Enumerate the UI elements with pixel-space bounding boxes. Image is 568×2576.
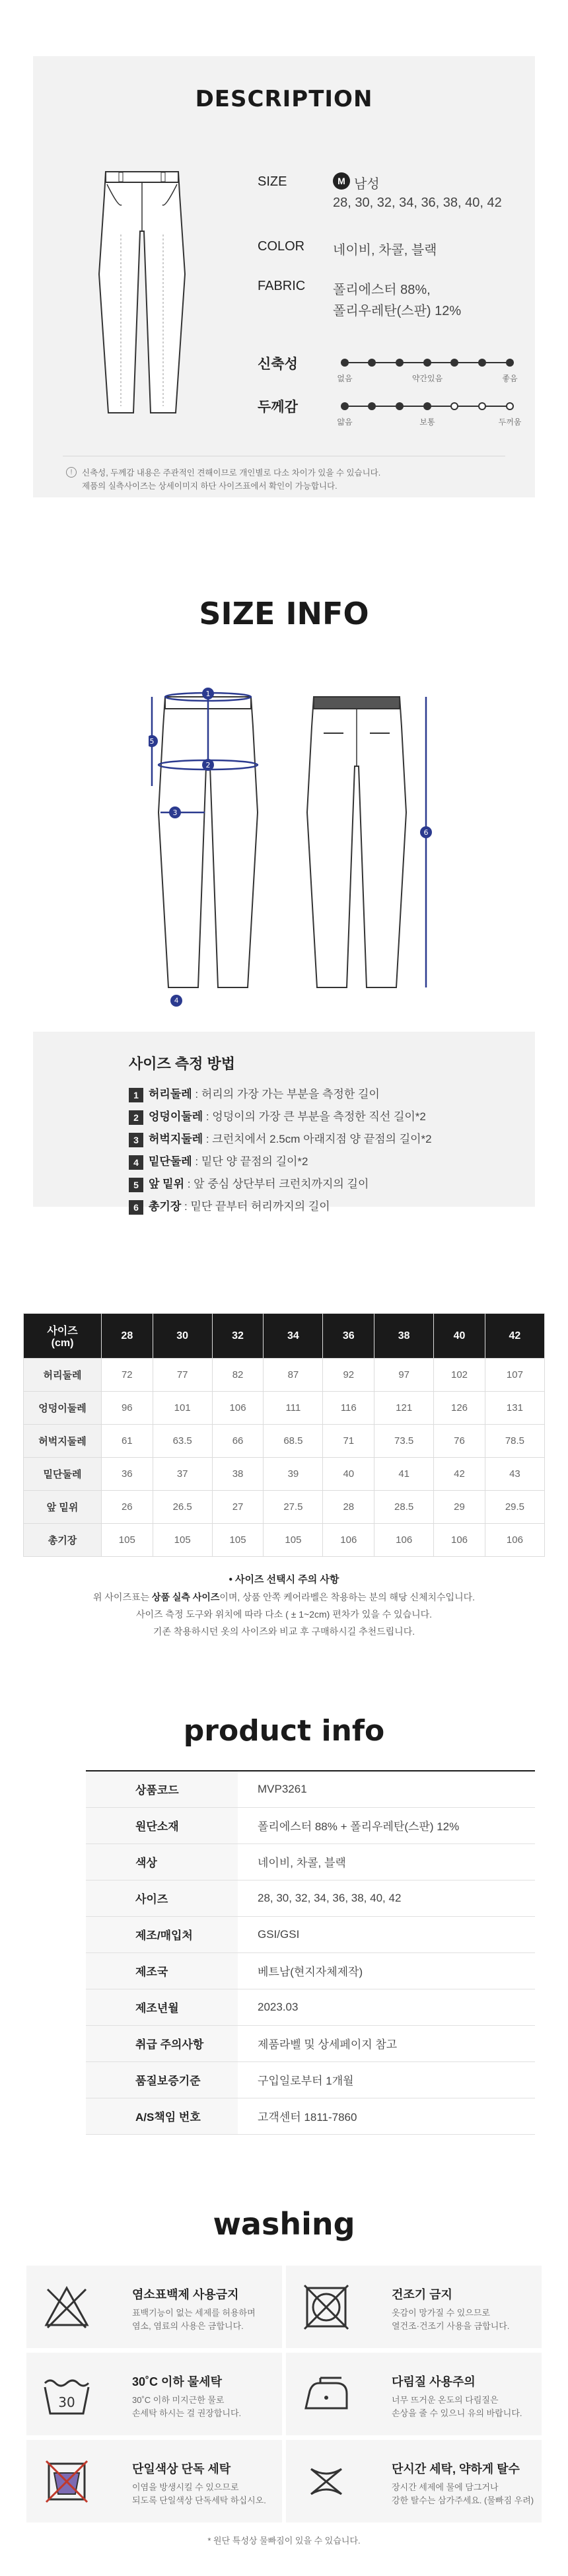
stretch-dot — [341, 359, 349, 367]
table-row: 제조국 베트남(현지자체제작) — [86, 1952, 535, 1989]
stretch-dot — [450, 359, 458, 367]
separate-wash-icon — [41, 2456, 92, 2507]
fabric-label: FABRIC — [258, 279, 306, 293]
product-info-table — [86, 1770, 535, 2135]
thickness-dot — [396, 402, 404, 410]
table-row: 허리둘레 72 77 82 87 92 97 102 107 — [24, 1359, 545, 1392]
size-col: 30 — [153, 1314, 212, 1359]
table-row: 품질보증기준 구입일로부터 1개월 — [86, 2061, 535, 2098]
notice-line1: 위 사이즈표는 상품 실측 사이즈이며, 상품 안쪽 케어라벨은 착용하는 분의 해당 신체치수입니다. — [92, 1592, 476, 1602]
info-icon: ! — [66, 467, 77, 478]
color-label: COLOR — [258, 239, 305, 254]
notice-line2: 사이즈 측정 도구와 위치에 따라 다소 ( ± 1~2cm) 편차가 있을 수 있습니다. — [135, 1609, 433, 1620]
stretch-scale-low: 없음 — [337, 374, 353, 383]
size-col: 34 — [264, 1314, 323, 1359]
method-row: 4 밑단둘레 : 밑단 양 끝점의 길이*2 — [129, 1152, 308, 1170]
wash-item — [286, 2353, 542, 2435]
svg-text:2: 2 — [205, 761, 211, 769]
notice-title: • 사이즈 선택시 주의 사항 — [229, 1574, 339, 1585]
table-row: A/S책임 번호 고객센터 1811-7860 — [86, 2098, 535, 2134]
stretch-dot — [478, 359, 486, 367]
method-row: 6 총기장 : 밑단 끝부터 허리까지의 길이 — [129, 1197, 330, 1215]
size-diagram-back — [304, 680, 436, 997]
table-row: 엉덩이둘레 96 101 106 111 116 121 126 131 — [24, 1392, 545, 1425]
wash-title: 단시간 세탁, 약하게 탈수 — [392, 2462, 520, 2476]
stretch-dot — [396, 359, 404, 367]
size-col: 36 — [323, 1314, 374, 1359]
wash-title: 30˚C 이하 물세탁 — [132, 2375, 222, 2388]
thickness-dot — [478, 402, 486, 410]
fabric-line2: 폴리우레탄(스판) 12% — [333, 304, 462, 318]
badge-4: 4 — [170, 995, 182, 1007]
table-row: 제조년월 2023.03 — [86, 1989, 535, 2025]
notice-line3: 기존 착용하시던 옷의 사이즈와 비교 후 구매하시길 추천드립니다. — [153, 1626, 415, 1637]
wash-item — [286, 2266, 542, 2348]
thickness-scale-mid: 보통 — [419, 417, 435, 427]
thickness-dot — [450, 402, 458, 410]
table-row: 제조/매입처 GSI/GSI — [86, 1916, 535, 1952]
color-value: 네이비, 차콜, 블랙 — [333, 243, 437, 258]
wash-desc: 이염을 방생시킬 수 있으므로 되도록 단일색상 단독세탁 하십시오. — [132, 2482, 266, 2505]
wash-item — [26, 2353, 282, 2435]
size-info-title: SIZE INFO — [199, 596, 369, 631]
method-row: 3 허벅지둘레 : 크런치에서 2.5cm 아래지점 양 끝점의 길이*2 — [129, 1129, 432, 1147]
stretch-dot — [506, 359, 514, 367]
table-row: 원단소재 폴리에스터 88% + 폴리우레탄(스판) 12% — [86, 1807, 535, 1843]
svg-text:1: 1 — [205, 690, 211, 698]
washing-footer: * 원단 특성상 물빠짐이 있을 수 있습니다. — [207, 2536, 361, 2546]
thickness-scale-low: 얇음 — [337, 417, 353, 427]
note-line2: 제품의 실측사이즈는 상세이미지 하단 사이즈표에서 확인이 가능합니다. — [82, 482, 337, 491]
method-title: 사이즈 측정 방법 — [129, 1055, 235, 1072]
size-table — [23, 1313, 545, 1557]
gentle-spin-icon — [301, 2456, 352, 2507]
table-row: 앞 밑위 26 26.5 27 27.5 28 28.5 29 29.5 — [24, 1491, 545, 1524]
table-row: 밑단둘레 36 37 38 39 40 41 42 43 — [24, 1458, 545, 1491]
thickness-dot — [341, 402, 349, 410]
note-line1: 신축성, 두께감 내용은 주관적인 견해이므로 개인별로 다소 차이가 있을 수 있습니다. — [82, 468, 381, 478]
size-badge: M — [333, 172, 350, 190]
wash-desc: 표백기능이 없는 세제를 허용하며 염소, 염료의 사용은 금합니다. — [132, 2308, 256, 2331]
wash-item — [26, 2440, 282, 2522]
wash-title: 건조기 금지 — [392, 2288, 452, 2301]
washing-title: washing — [213, 2206, 355, 2242]
table-row: 색상 네이비, 차콜, 블랙 — [86, 1843, 535, 1880]
method-row: 1 허리둘레 : 허리의 가장 가는 부분을 측정한 길이 — [129, 1085, 380, 1102]
fabric-line1: 폴리에스터 88%, — [333, 283, 431, 297]
size-table-header — [24, 1314, 545, 1359]
size-col: 42 — [485, 1314, 544, 1359]
stretch-label: 신축성 — [258, 357, 298, 372]
no-bleach-icon — [41, 2281, 92, 2333]
thickness-label: 두께감 — [258, 400, 298, 415]
size-col: 40 — [434, 1314, 485, 1359]
size-col: 28 — [102, 1314, 153, 1359]
size-diagram-front — [149, 680, 267, 997]
product-info-title: product info — [183, 1714, 385, 1748]
thickness-scale-high: 두꺼움 — [498, 417, 522, 427]
stretch-dot — [368, 359, 376, 367]
size-values: 28, 30, 32, 34, 36, 38, 40, 42 — [333, 196, 502, 210]
wash-item — [286, 2440, 542, 2522]
thickness-dot — [506, 402, 514, 410]
no-tumble-dry-icon — [301, 2281, 352, 2333]
size-table-corner: 사이즈 (cm) — [24, 1314, 102, 1359]
thickness-dot — [368, 402, 376, 410]
method-row: 5 앞 밑위 : 앞 중심 상단부터 크런치까지의 길이 — [129, 1174, 369, 1192]
wash-desc: 너무 뜨거운 온도의 다림질은 손상을 줄 수 있으니 유의 바랍니다. — [392, 2395, 522, 2418]
svg-text:3: 3 — [172, 808, 178, 817]
wash-item — [26, 2266, 282, 2348]
stretch-scale-high: 좋음 — [502, 374, 518, 383]
stretch-dot — [423, 359, 431, 367]
svg-text:30: 30 — [58, 2394, 75, 2410]
stretch-scale-mid: 약간있음 — [411, 374, 443, 383]
wash-desc: 30˚C 이하 미지근한 물로 손세탁 하시는 걸 권장합니다. — [132, 2395, 242, 2418]
thickness-dot — [423, 402, 431, 410]
wash-desc: 장시간 세제에 물에 담그거나 강한 탈수는 삼가주세요. (물빠짐 우려) — [392, 2482, 534, 2505]
wash-desc: 옷감이 망가질 수 있으므로 열건조·건조기 사용을 금합니다. — [392, 2308, 510, 2331]
size-gender: 남성 — [354, 177, 380, 192]
table-row: 사이즈 28, 30, 32, 34, 36, 38, 40, 42 — [86, 1880, 535, 1916]
svg-text:6: 6 — [423, 828, 429, 837]
table-row: 상품코드 MVP3261 — [86, 1771, 535, 1807]
size-col: 32 — [212, 1314, 264, 1359]
wash-title: 다림질 사용주의 — [392, 2375, 476, 2388]
pants-front-illustration — [92, 168, 192, 416]
size-col: 38 — [374, 1314, 434, 1359]
wash-title: 염소표백제 사용금지 — [132, 2288, 239, 2301]
wash-title: 단일색상 단독 세탁 — [132, 2462, 231, 2476]
table-row: 총기장 105 105 105 105 106 106 106 106 — [24, 1524, 545, 1557]
description-title: DESCRIPTION — [195, 86, 373, 112]
svg-text:5: 5 — [149, 737, 155, 746]
iron-icon — [301, 2369, 352, 2420]
wash-30-icon — [41, 2369, 92, 2420]
table-row: 허벅지둘레 61 63.5 66 68.5 71 73.5 76 78.5 — [24, 1425, 545, 1458]
method-row: 2 엉덩이둘레 : 엉덩이의 가장 큰 부분을 측정한 직선 길이*2 — [129, 1107, 426, 1125]
table-row: 취급 주의사항 제품라벨 및 상세페이지 참고 — [86, 2025, 535, 2061]
size-label: SIZE — [258, 174, 287, 189]
